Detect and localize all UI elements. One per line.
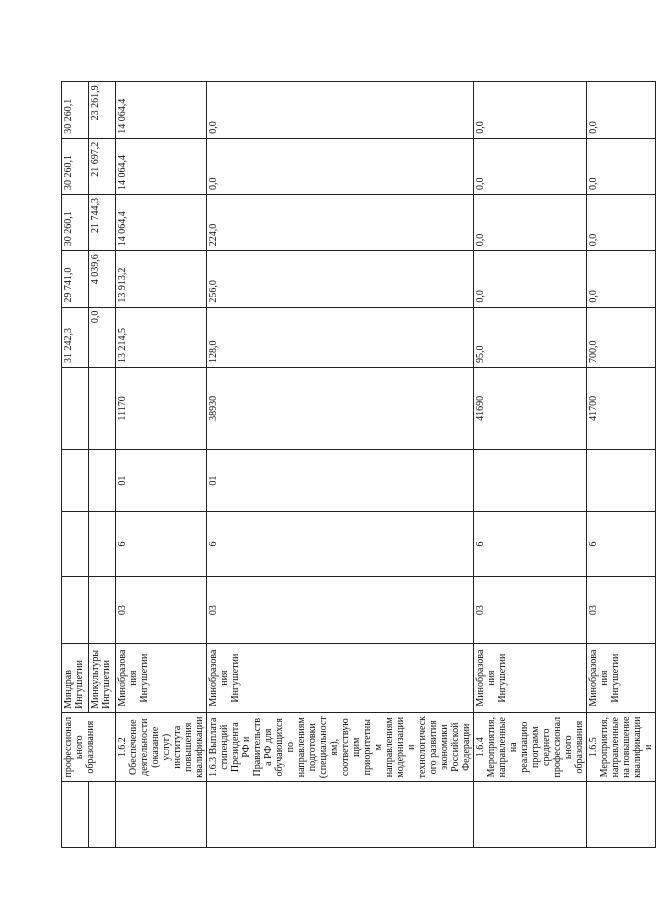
- value-cell-5: [89, 82, 116, 138]
- value-cell-4: [89, 138, 116, 194]
- grbs-cell: [207, 576, 474, 644]
- activity-name: 1.6.5 Мероприятия, направленные на повышение квалификации и: [588, 716, 654, 778]
- pr-cell: [587, 449, 656, 511]
- csr-code: 11170: [117, 396, 128, 421]
- value: 0,0: [208, 121, 219, 134]
- csr-code: 38930: [208, 395, 219, 421]
- value-cell-2: [207, 251, 474, 307]
- rz-code: 6: [208, 541, 219, 547]
- value: 23 261,9: [90, 85, 101, 121]
- executor-name: Минобразования Ингушетии: [588, 649, 621, 707]
- value-cell-4: [62, 138, 89, 194]
- csr-cell: [89, 367, 116, 449]
- executor-name: Минобразования Ингушетии: [475, 649, 508, 707]
- value-cell-1: [89, 307, 116, 367]
- value-cell-3: [62, 195, 89, 251]
- rz-code: 6: [475, 541, 486, 547]
- pr-cell: [207, 449, 474, 511]
- value: 4 039,6: [90, 254, 101, 285]
- value-cell-5: [207, 82, 474, 138]
- value-cell-4: [207, 138, 474, 194]
- executor-cell: [89, 644, 116, 713]
- value: 29 741,0: [63, 267, 74, 303]
- table-row: [116, 25, 207, 848]
- executor-cell: [62, 644, 89, 713]
- rz-code: 6: [588, 541, 599, 547]
- table-row: [474, 25, 587, 848]
- value-cell-1: [587, 307, 656, 367]
- activity-name-cell: [116, 712, 207, 782]
- rz-cell: [89, 512, 116, 576]
- value: 95,0: [475, 345, 486, 363]
- value: 0,0: [475, 121, 486, 134]
- grbs-cell: [89, 576, 116, 644]
- grbs-cell: [587, 576, 656, 644]
- value: 21 744,3: [90, 198, 101, 233]
- activity-name: 1.6.4 Мероприятия, направленные на реализацию программ среднего профессионального образования: [475, 716, 585, 778]
- rz-cell: [207, 512, 474, 576]
- value-cell-3: [207, 195, 474, 251]
- executor-name: Минобразования Ингушетии: [208, 649, 241, 707]
- value: 0,0: [588, 177, 599, 190]
- value: 0,0: [588, 290, 599, 303]
- rotated-page: [61, 24, 654, 848]
- budget-table: [61, 24, 656, 848]
- value: 30 260,1: [63, 211, 74, 247]
- executor-cell: [116, 644, 207, 713]
- executor-cell: [587, 644, 656, 713]
- pr-code: 01: [208, 475, 219, 486]
- value-cell-2: [474, 251, 587, 307]
- value: 224,0: [208, 223, 219, 247]
- csr-cell: [62, 367, 89, 449]
- value-cell-2: [587, 251, 656, 307]
- csr-cell: [207, 367, 474, 449]
- value: 256,0: [208, 280, 219, 303]
- value: 0,0: [208, 177, 219, 190]
- value: 30 260,1: [63, 98, 74, 134]
- pr-cell: [89, 449, 116, 511]
- csr-cell: [116, 367, 207, 449]
- activity-name: профессионального образования: [63, 716, 96, 778]
- value: 128,0: [208, 340, 219, 363]
- value: 14 064,4: [117, 155, 128, 190]
- number-cell: [89, 782, 116, 848]
- value-cell-1: [207, 307, 474, 367]
- value-cell-3: [89, 195, 116, 251]
- value-cell-2: [116, 251, 207, 307]
- activity-name-cell: [207, 712, 474, 782]
- pr-cell: [474, 449, 587, 511]
- grbs-code: 03: [208, 605, 219, 616]
- rz-cell: [116, 512, 207, 576]
- pr-code: 01: [117, 475, 128, 486]
- csr-code: 41690: [475, 395, 486, 421]
- executor-name: Минобразования Ингушетии: [117, 649, 150, 707]
- executor-cell: [474, 644, 587, 713]
- value: 0,0: [475, 233, 486, 247]
- value: 21 697,2: [90, 141, 101, 177]
- activity-name: 1.6.2 Обеспечение деятельности (оказание услуг) института повышения квалификации: [117, 716, 205, 778]
- value: 0,0: [475, 290, 486, 303]
- value-cell-5: [62, 82, 89, 138]
- value: 13 913,2: [117, 267, 128, 303]
- value-cell-1: [474, 307, 587, 367]
- activity-name: 1.6.3 Выплата стипендий Президента РФ и Правительства РФ для обучающихся по направлениям подготовки (специальностям), соответствующим приоритетным направлениям модернизации и технологического развития экономики Российской Федерации: [208, 716, 472, 779]
- value-cell-5: [116, 82, 207, 138]
- value-cell-4: [116, 138, 207, 194]
- grbs-code: 03: [475, 605, 486, 616]
- grbs-cell: [474, 576, 587, 644]
- table-row: [207, 25, 474, 848]
- value: 13 214,5: [117, 327, 128, 363]
- activity-name-cell: [474, 712, 587, 782]
- executor-cell: [207, 644, 474, 713]
- value-cell-1: [116, 307, 207, 367]
- value-cell-5: [587, 82, 656, 138]
- value: 700,0: [588, 340, 599, 363]
- number-cell: [116, 782, 207, 848]
- value: 0,0: [588, 121, 599, 134]
- value-cell-4: [474, 138, 587, 194]
- grbs-code: 03: [117, 605, 128, 616]
- pr-cell: [62, 449, 89, 511]
- csr-code: 41700: [588, 395, 599, 421]
- executor-name: Миндрав Ингушетии: [63, 660, 85, 709]
- activity-name-cell: [62, 712, 116, 782]
- grbs-code: 03: [588, 605, 599, 616]
- value-cell-2: [89, 251, 116, 307]
- grbs-cell: [62, 576, 89, 644]
- rz-cell: [587, 512, 656, 576]
- number-cell: [587, 782, 656, 848]
- number-cell: [474, 782, 587, 848]
- value-cell-1: [62, 307, 89, 367]
- executor-name: Минкультуры Ингушетии: [90, 649, 112, 709]
- value: 31 242,3: [63, 327, 74, 363]
- value-cell-2: [62, 251, 89, 307]
- csr-cell: [587, 367, 656, 449]
- value-cell-3: [116, 195, 207, 251]
- value: 0,0: [90, 310, 101, 324]
- rz-cell: [474, 512, 587, 576]
- rz-code: 6: [117, 541, 128, 547]
- table-row: [587, 25, 656, 848]
- rz-cell: [62, 512, 89, 576]
- value: 0,0: [475, 177, 486, 190]
- table-row: [62, 25, 89, 848]
- value-cell-3: [587, 195, 656, 251]
- value: 14 064,4: [117, 211, 128, 247]
- value: 14 064,4: [117, 98, 128, 134]
- value-cell-5: [474, 82, 587, 138]
- csr-cell: [474, 367, 587, 449]
- activity-name-cell: [587, 712, 656, 782]
- value-cell-3: [474, 195, 587, 251]
- pr-cell: [116, 449, 207, 511]
- value: 0,0: [588, 233, 599, 247]
- value-cell-4: [587, 138, 656, 194]
- grbs-cell: [116, 576, 207, 644]
- number-cell: [207, 782, 474, 848]
- number-cell: [62, 782, 89, 848]
- value: 30 260,1: [63, 155, 74, 190]
